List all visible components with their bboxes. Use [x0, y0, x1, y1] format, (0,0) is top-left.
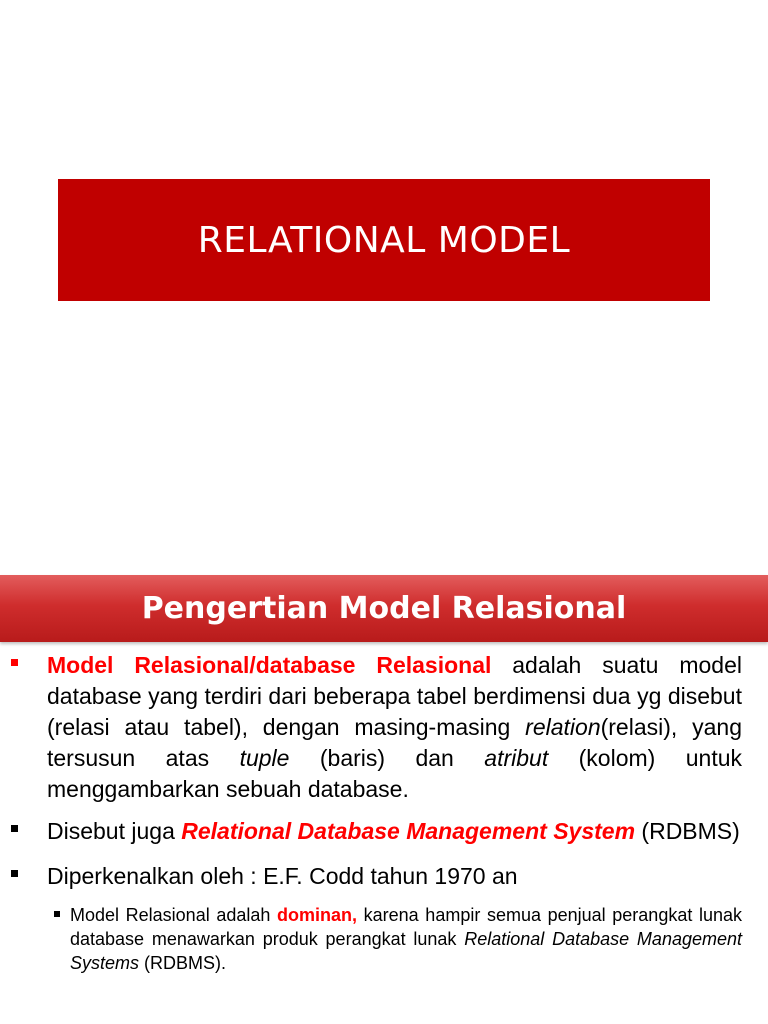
highlight-text: dominan, — [277, 905, 358, 925]
body-text: Model Relasional adalah — [70, 905, 278, 925]
body-text: adalah suatu model database yang terdiri dari beberapa tabel berdimensi dua yg disebut (relasi atau tabel), dengan masing-masing — [47, 652, 742, 740]
body-text: (RDBMS). — [139, 953, 227, 973]
body-text: karena hampir semua penjual perangkat lunak database menawarkan produk perangkat lunak — [70, 905, 742, 949]
square-bullet-icon — [11, 825, 18, 832]
body-text: (RDBMS) — [635, 818, 740, 844]
content-slide — [0, 575, 768, 1024]
square-bullet-icon — [54, 911, 60, 917]
italic-term: tuple — [239, 745, 290, 771]
body-text: Diperkenalkan oleh : E.F. Codd tahun 1970 an — [47, 863, 518, 889]
bullet-item-1 — [0, 650, 768, 805]
slide-heading: Pengertian Model Relasional — [141, 591, 627, 626]
sub-bullet-item — [0, 903, 768, 975]
title-box — [58, 179, 710, 301]
body-text: (baris) dan — [289, 745, 485, 771]
italic-term: atribut — [484, 745, 549, 771]
square-bullet-icon — [11, 870, 18, 877]
heading-banner — [0, 575, 768, 642]
italic-term: relation — [525, 714, 601, 740]
highlight-text: Relational Database Management System — [181, 818, 636, 844]
italic-term: Relational Database Management Systems — [70, 929, 742, 973]
slide-title: RELATIONAL MODEL — [197, 219, 571, 261]
highlight-text: Model Relasional/database Relasional — [47, 652, 492, 678]
body-text: Disebut juga — [47, 818, 182, 844]
bullet-item-2 — [0, 816, 768, 847]
bullet-list — [0, 650, 768, 975]
square-bullet-icon — [11, 659, 18, 666]
body-text: (relasi), yang tersusun atas — [47, 714, 742, 771]
bullet-item-3 — [0, 861, 768, 892]
body-text: (kolom) untuk menggambarkan sebuah database. — [47, 745, 743, 802]
